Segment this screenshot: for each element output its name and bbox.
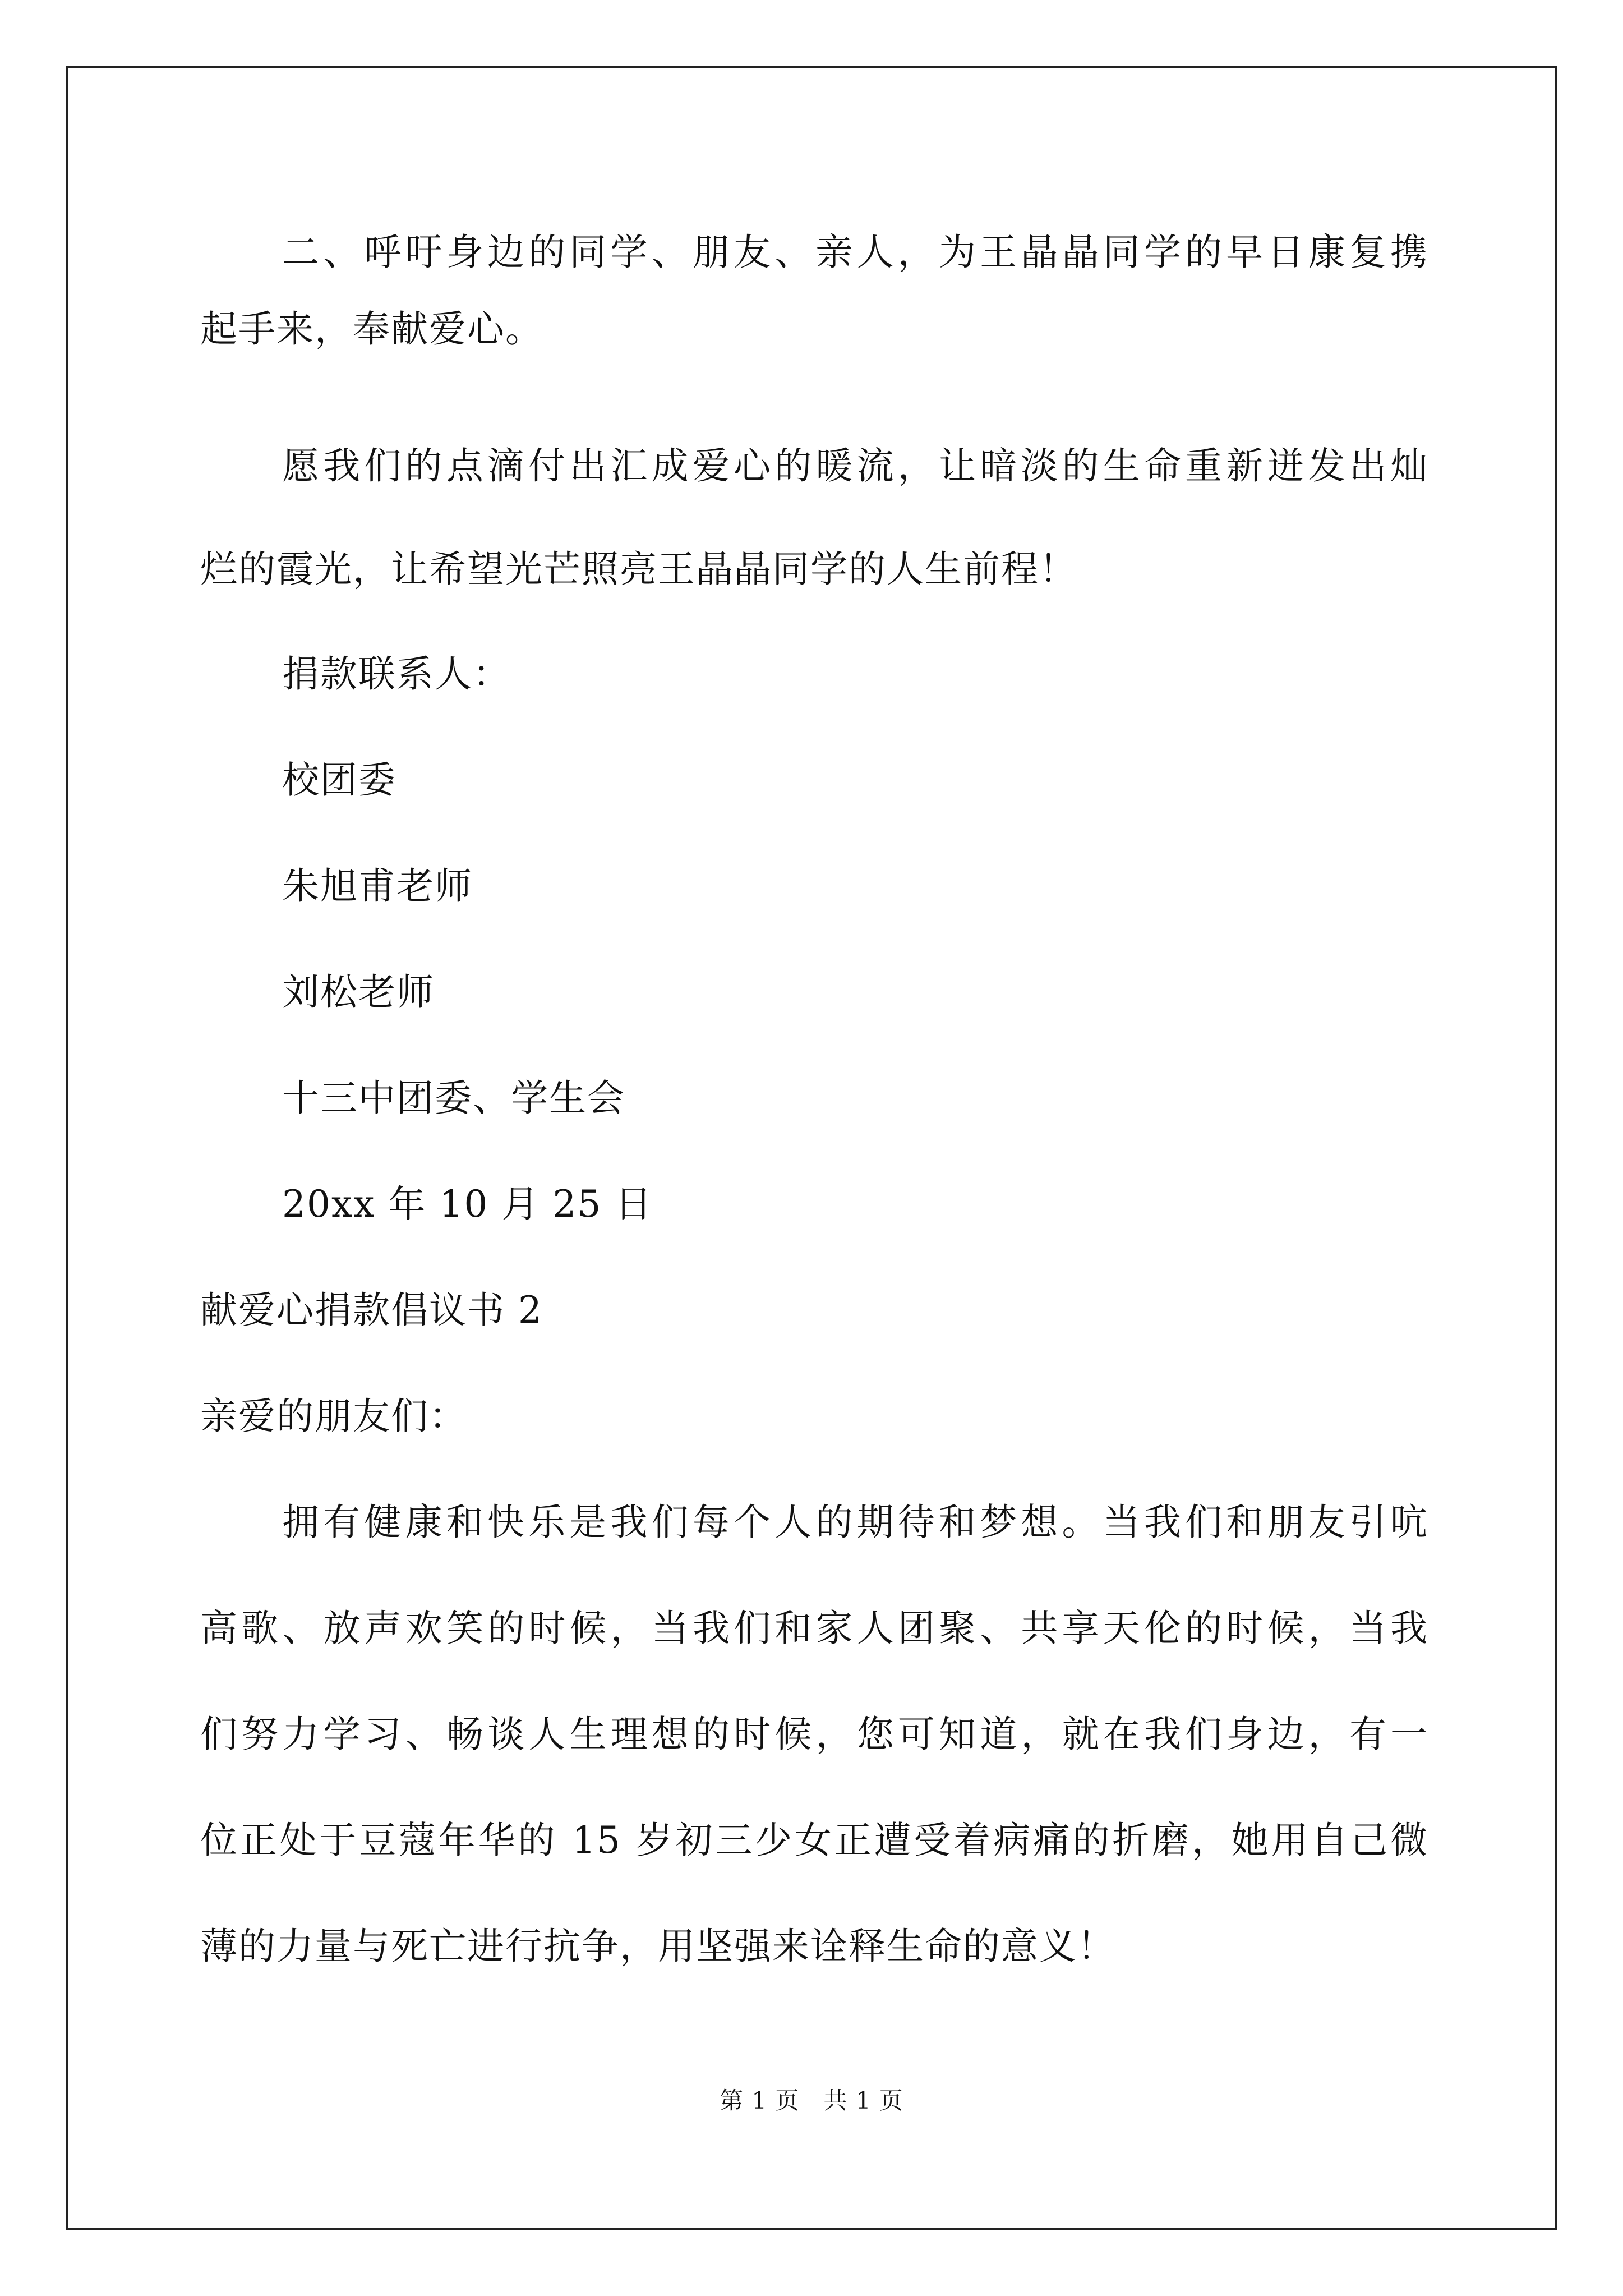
contact-school-committee: 校团委 (282, 758, 396, 802)
page-border (66, 66, 1557, 2230)
paragraph-3-line-4: 位正处于豆蔻年华的 15 岁初三少女正遭受着病痛的折磨，她用自己微 (200, 1819, 1428, 1862)
paragraph-1-line-1: 二、呼吁身边的同学、朋友、亲人，为王晶晶同学的早日康复携 (282, 231, 1428, 274)
contact-teacher-liu: 刘松老师 (282, 970, 435, 1014)
date: 20xx 年 10 月 25 日 (282, 1182, 653, 1226)
paragraph-2-line-1: 愿我们的点滴付出汇成爱心的暖流，让暗淡的生命重新迸发出灿 (282, 444, 1428, 487)
paragraph-3-line-5: 薄的力量与死亡进行抗争，用坚强来诠释生命的意义！ (200, 1925, 1115, 1968)
signature: 十三中团委、学生会 (282, 1076, 625, 1120)
paragraph-1-line-2: 起手来，奉献爱心。 (200, 307, 543, 351)
paragraph-3-line-2: 高歌、放声欢笑的时候，当我们和家人团聚、共享天伦的时候，当我 (200, 1607, 1428, 1650)
paragraph-3-line-1: 拥有健康和快乐是我们每个人的期待和梦想。当我们和朋友引吭 (282, 1501, 1428, 1544)
paragraph-2-line-2: 烂的霞光，让希望光芒照亮王晶晶同学的人生前程！ (200, 547, 1077, 591)
page-footer: 第 1 页 共 1 页 (720, 2087, 903, 2114)
salutation: 亲爱的朋友们： (200, 1395, 467, 1438)
contact-label: 捐款联系人： (282, 652, 511, 696)
paragraph-3-line-3: 们努力学习、畅谈人生理想的时候，您可知道，就在我们身边，有一 (200, 1713, 1428, 1756)
section-title: 献爱心捐款倡议书 2 (200, 1289, 543, 1332)
contact-teacher-zhu: 朱旭甫老师 (282, 864, 473, 908)
